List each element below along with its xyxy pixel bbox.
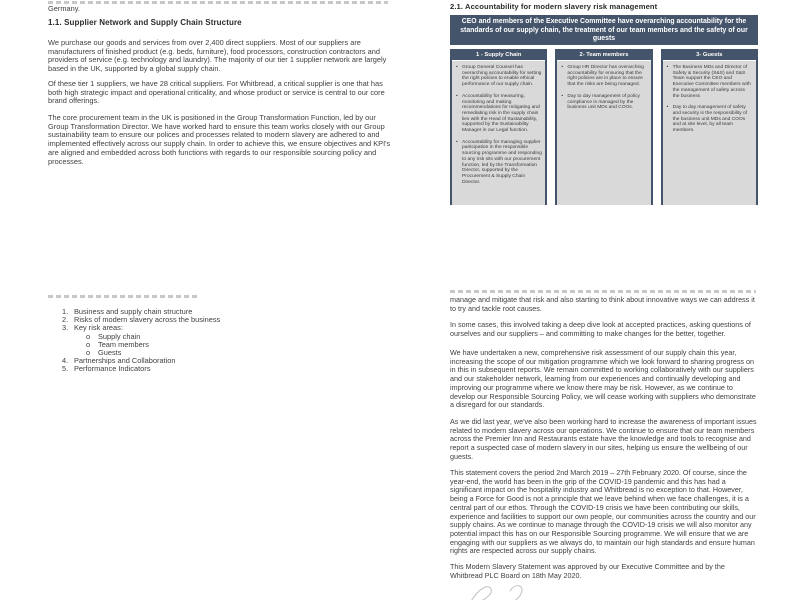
list-marker: 3. [62,323,69,333]
column-header: 2- Team members [557,49,650,60]
list-marker: o [86,331,91,341]
bullet-item: • Group General Counsel has overarching accountability for setting the right policies to enable ethical performance of our supply chain. [456,65,542,88]
bullet-item: • Day to day management of safety and security is the responsibility of the business unit MDs and COOs and at site level, by all team members. [667,105,753,134]
figure-banner: CEO and members of the Executive Committee have overarching accountability for the standards of our supply chain, the treatment of our team members and the safety of our guests [450,15,758,45]
cutoff-text-line [48,295,200,298]
list-item [48,365,394,373]
column-header: 1 - Supply Chain [452,49,545,60]
signature [464,581,584,600]
list-item-text: Team members [98,339,149,349]
paragraph: We purchase our goods and services from over 2,400 direct suppliers. Most of our suppliers are manufacturers of finished product (e.g. beds, furniture), food processors, construction contractors and providers of service (e.g. technology and laundry). The majority of our tier 1 supplier network are largely based in the UK, supported by a global supply chain. [48,38,387,74]
column-body [663,61,756,205]
page-right [450,0,758,600]
list-item-text: Risks of modern slavery across the business [74,315,221,325]
numbered-list [48,308,394,374]
cutoff-text-line [450,290,756,293]
section-heading-left: 1.1. Supplier Network and Supply Chain Structure [48,18,242,27]
bullet-item: • The Business MDs and Director of Safety & Security (S&S) and S&S Team support the CEO and Executive Committee members with the management of safety across the business [667,65,753,99]
bullet-item: • Accountability for measuring, monitoring and making recommendations for mitigating and remediating risk in the supply chain lies with the Head of Sustainability, supported by the Sustainability Manager in our Legal function. [456,94,542,134]
list-marker: 5. [62,364,69,374]
list-item-text: Partnerships and Collaboration [74,356,176,366]
list-marker: o [86,347,91,357]
paragraph: As we did last year, we've also been working hard to increase the awareness of important issues related to modern slavery across our operations. We continue to ensure that our team members across the Premier Inn and Restaurants estate have the knowledge and tools to recognise and report a suspected case of modern slavery in our sites, helping us ensure the wellbeing of our guests. [450,417,757,461]
paragraph-fragment: Germany. [48,4,80,13]
figure-columns [450,49,758,205]
paragraph: manage and mitigate that risk and also starting to think about innovative ways we can address it to try and tackle root causes. [450,295,755,313]
list-item-text: Guests [98,347,122,357]
figure-column-supply-chain [450,49,547,205]
list-marker: 1. [62,307,69,316]
page-left [48,0,394,600]
paragraph: In some cases, this involved taking a deep dive look at accepted practices, asking questions of ourselves and our suppliers – and committing to make changes for the better, together. [450,320,751,338]
bullet-item: • Group HR Director has overarching accountability for ensuring that the right policies are in place to ensure that the risks are being managed. [561,65,647,88]
paragraph: This Modern Slavery Statement was approved by our Executive Committee and by the Whitbread PLC Board on 18th May 2020. [450,562,725,580]
column-body [557,61,650,205]
list-marker: 4. [62,356,69,366]
list-item-text: Business and supply chain structure [74,307,193,316]
list-marker: o [86,339,91,349]
paragraph: Of these tier 1 suppliers, we have 28 critical suppliers. For Whitbread, a critical supplier is one that has both high strategic impact and operational criticality, and whose product or service is central to our core brand offerings. [48,79,385,106]
column-body [452,61,545,205]
list-item-text: Supply chain [98,331,141,341]
paragraph: This statement covers the period 2nd March 2019 – 27th February 2020. Of course, since the year-end, the world has been in the grip of the COVID-19 pandemic and this has had a significant impact on the hospitality industry and Whitbread is no exception to that. However, being a Force for Good is not a principle that we leave behind when we face challenges, it is a central part of our ethos. Through the COVID-19 crisis we have been contributing our skills, experience and facilities to support our own people, our communities across the country and our supply chains. As we continue to manage through the COVID-19 crisis we will also monitor any potential impact this has on our Responsible Sourcing programme. We will ensure that we are engaging with our suppliers as we always do, to maintain our high standards and ensure human rights are respected across our supply chains. [450,468,756,556]
bullet-item: • Accountability for managing supplier participation in the responsible sourcing programme and responding to any risk sits with our procurement function, led by the Transformation Director, supported by the Procurement & Supply Chain Director. [456,140,542,186]
bullet-item: • Day to day management of policy compliance is managed by the business unit MDs and COOs. [561,94,647,111]
list-item-text: Performance Indicators [74,364,151,374]
column-header: 3- Guests [663,49,756,60]
paragraph: The core procurement team in the UK is positioned in the Group Transformation Function, led by our Group Transformation Director. We have worked hard to ensure this team works closely with our Group sustainability team to ensure our polices and processes related to modern slavery are adhered to and implemented effectively across our supply chain. In order to achieve this, we ensure objectives and KPI's are aligned and embedded across both functions with regards to our responsible sourcing policy and processes. [48,113,391,166]
section-heading-right: 2.1. Accountability for modern slavery risk management [450,2,658,11]
paragraph: We have undertaken a new, comprehensive risk assessment of our supply chain this year, increasing the scope of our mitigation programme which we look forward to sharing progress on in this in subsequent reports. We remain committed to working collaboratively with our suppliers and our stakeholder network, learning from our experiences and continually developing and improving our programme where we know there may be risk. However, as we continue to develop our Responsible Sourcing Policy, we will cease working with suppliers who demonstrate a disregard for our standards. [450,348,756,410]
list-marker: 2. [62,315,69,325]
figure-column-team-members [555,49,652,205]
accountability-figure [450,15,758,205]
list-item-text: Key risk areas: [74,323,123,333]
cutoff-text-line [48,1,388,4]
figure-column-guests [661,49,758,205]
